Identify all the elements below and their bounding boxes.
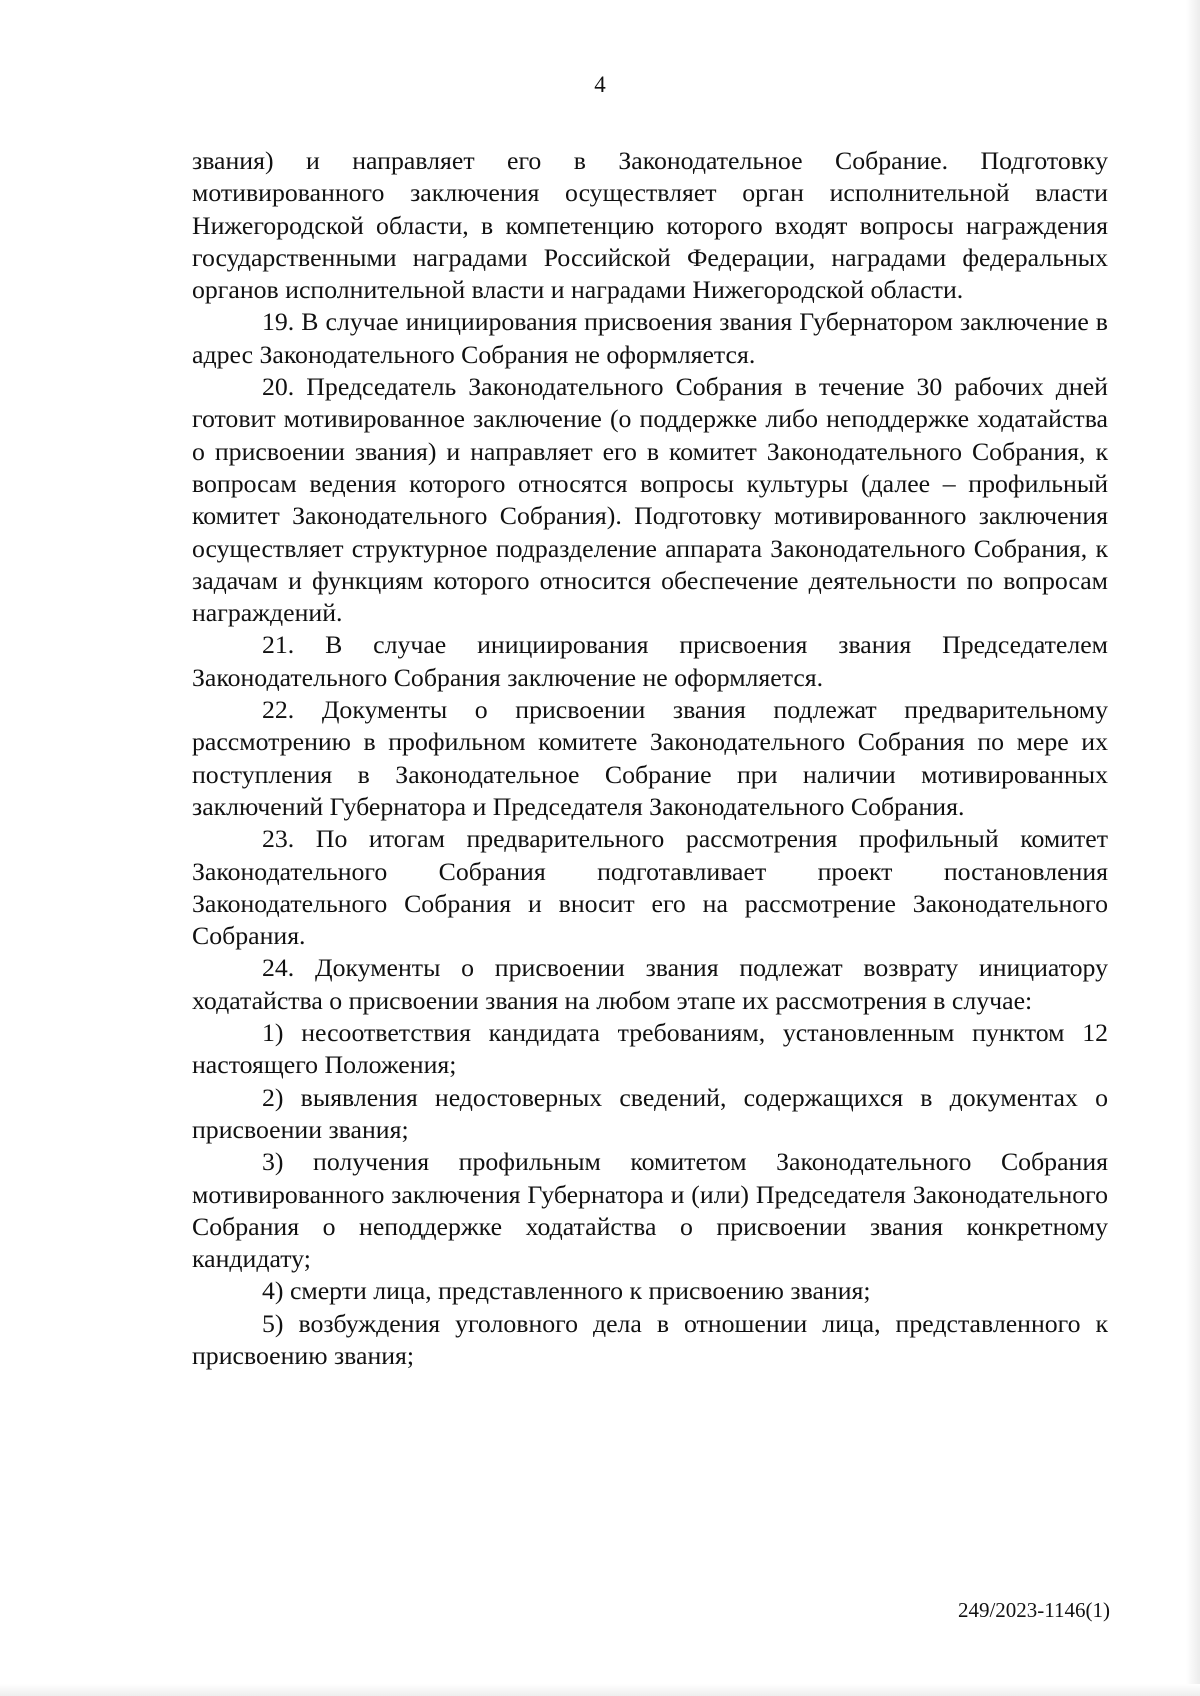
paragraph-continuation: звания) и направляет его в Законодательное Собрание. Подготовку мотивированного заключения осуществляет орган исполнительной власти Нижегородской области, в компетенцию которого входят вопросы награждения государственными наградами Российской Федерации, наградами федеральных органов исполнительной власти и наградами Нижегородской области. bbox=[192, 146, 1108, 305]
subitem-1: 1) несоответствия кандидата требованиям, установленным пунктом 12 настоящего Положения; bbox=[192, 1018, 1108, 1080]
scan-edge-bottom bbox=[0, 1684, 1200, 1696]
subitem-3: 3) получения профильным комитетом Законодательного Собрания мотивированного заключения Губернатора и (или) Председателя Законодательного Собрания о неподдержке ходатайства о присвоении звания конкретному кандидату; bbox=[192, 1147, 1108, 1274]
document-code: 249/2023-1146(1) bbox=[957, 1598, 1110, 1622]
subitem-2: 2) выявления недостоверных сведений, содержащихся в документах о присвоении звания; bbox=[192, 1082, 1108, 1144]
paragraph-item-24: 24. Документы о присвоении звания подлежат возврату инициатору ходатайства о присвоении звания на любом этапе их рассмотрения в случае: bbox=[192, 953, 1108, 1015]
scan-edge-right bbox=[1186, 0, 1200, 1696]
document-body bbox=[192, 145, 1108, 1372]
paragraph-item-19: 19. В случае инициирования присвоения звания Губернатором заключение в адрес Законодательного Собрания не оформляется. bbox=[192, 307, 1108, 369]
paragraph-item-23: 23. По итогам предварительного рассмотрения профильный комитет Законодательного Собрания подготавливает проект постановления Законодательного Собрания и вносит его на рассмотрение Законодательного Собрания. bbox=[192, 824, 1108, 951]
subitem-5: 5) возбуждения уголовного дела в отношении лица, представленного к присвоению звания; bbox=[192, 1308, 1108, 1370]
paragraph-item-20: 20. Председатель Законодательного Собрания в течение 30 рабочих дней готовит мотивированное заключение (о поддержке либо неподдержке ходатайства о присвоении звания) и направляет его в комитет Законодательного Собрания, к вопросам ведения которого относятся вопросы культуры (далее – профильный комитет Законодательного Собрания). Подготовку мотивированного заключения осуществляет структурное подразделение аппарата Законодательного Собрания, к задачам и функциям которого относится обеспечение деятельности по вопросам награждений. bbox=[192, 372, 1108, 628]
paragraph-item-21: 21. В случае инициирования присвоения звания Председателем Законодательного Собрания заключение не оформляется. bbox=[192, 630, 1108, 692]
paragraph-item-22: 22. Документы о присвоении звания подлежат предварительному рассмотрению в профильном комитете Законодательного Собрания по мере их поступления в Законодательное Собрание при наличии мотивированных заключений Губернатора и Председателя Законодательного Собрания. bbox=[192, 695, 1108, 821]
subitem-4: 4) смерти лица, представленного к присвоению звания; bbox=[262, 1276, 871, 1306]
page-number: 4 bbox=[594, 72, 606, 97]
